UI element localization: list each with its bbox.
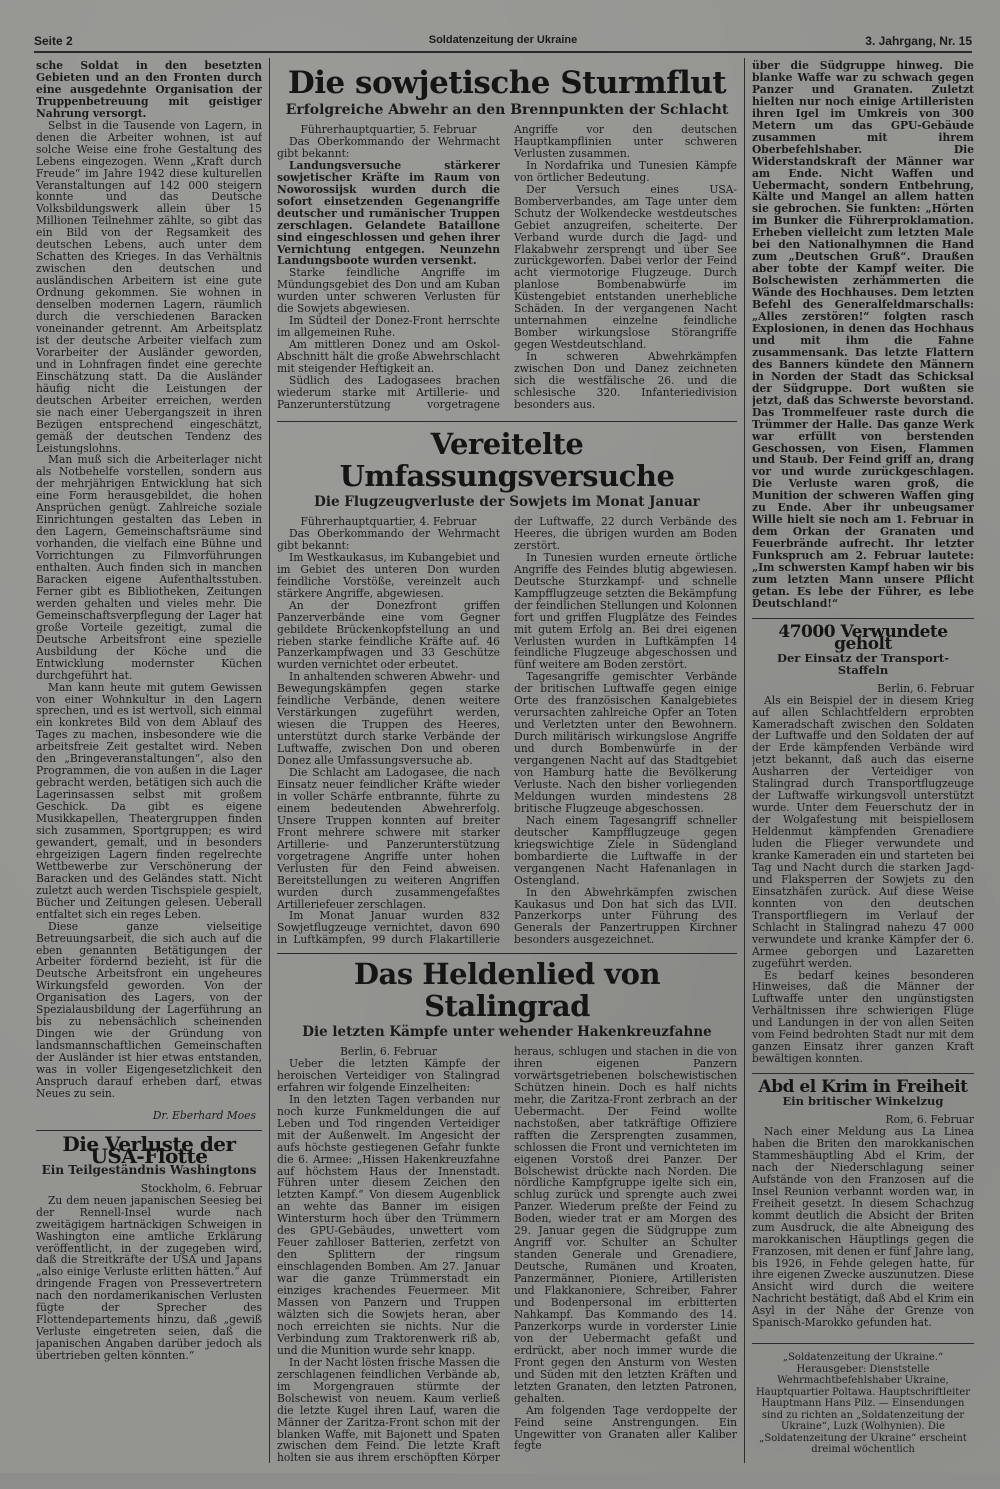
paragraph: Die Schlacht am Ladogasee, die nach Einsatz neuer feindlicher Kräfte wieder in voller Schärfe entbrannte, führte zu einem bedeutenden Abwehrerfolg. Unsere Truppen konnten auf breiter Front mehrere schwere mit starker Artillerie- und Panzerunterstützung vorgetragene Angriffe unter hohen Verlusten für den Feind abweisen. Bereitstellungen zu weiteren Angriffen wurden durch zusammengefaßtes Artilleriefeuer zerschlagen. <box>277 766 500 911</box>
dateline: Führerhauptquartier, 5. Februar <box>300 124 477 136</box>
page-header <box>34 34 972 50</box>
article-separator <box>277 421 737 422</box>
paragraph: Das Oberkommando der Wehrmacht gibt bekannt: <box>277 134 500 160</box>
issue-number: 3. Jahrgang, Nr. 15 <box>865 34 972 48</box>
paragraph: Diese ganze vielseitige Betreuungsarbeit, die sich auch auf die eben genannten Betätigungen der Arbeiter fördernd bezieht, ist für die Deutsche Arbeitsfront ein ungeheures Wirkungsfeld geworden. Von der Organisation des Lagers, von der Spezialausbildung der Lagerführung an bis zu nebensächlich scheinenden Dingen wie der Gründung von landsmannschaftlichen Gemeinschaften der Ausländer ist hier etwas entstanden, was in voller Eigengesetzlichkeit den Anspruch darauf erheben darf, etwas Neues zu sein. <box>36 919 262 1100</box>
subheadline: Die letzten Kämpfe unter wehender Hakenkreuzfahne <box>302 1024 712 1040</box>
subheadline: Ein Teilgeständnis Washingtons <box>41 1162 257 1177</box>
paragraph: Am folgenden Tage verdoppelte der Feind seine Anstrengungen. Ein Ungewitter von Granaten aller Kaliber fegte <box>514 1403 737 1453</box>
article-separator <box>36 1130 262 1131</box>
paragraph: In der Nacht lösten frische Massen die zerschlagenen feindlichen Verbände ab, im Morgengrauen stürmte der Bolschewist von neuem. Kaum verließ die letzte Kugel ihren Lauf, waren die Männer der Zaritza-Front schon mit der blanken Waffe, mit Bajonett und Spaten zwischen dem Feind. Die letzte Kraft holten sie aus ihrem erschöpften Körper heraus, schlugen und stachen in die von ihren eigenen Panzern vorwärtsgetriebenen bolschewistischen Schützen hinein. Doch es half nichts mehr, die Zaritza-Front zerbrach an der Uebermacht. Der Feind wollte nachstoßen, aber tatkräftige Offiziere rafften die Zersprengten zusammen, schlossen die Front und vernichteten im eigenen Vorstoß drei Panzer. Der Bolschewist drückte nach Norden. Die nördliche Kampfgruppe igelte sich ein, schlug zurück und sprengte auch zwei Panzer. Wiederum preßte der Feind zu Boden, wieder trat er am Morgen des 29. Januar gegen die Südgruppe zum Angriff vor. Schulter an Schulter standen Generale und Grenadiere, Deutsche, Rumänen und Kroaten, Panzermänner, Pioniere, Artilleristen und Flakkanoniere, Schreiber, Fahrer und Bodenpersonal im erbitterten Nahkampf. Das Kommando des 14. Panzerkorps wurde in vorderster Linie von der Uebermacht gefaßt und erdrückt, aber noch immer wurde die Front gegen den Ansturm von Westen und Süden mit den letzten Kräften und letzten Granaten, den letzten Patronen, gehalten. <box>277 1046 737 1465</box>
right-column <box>752 60 974 1460</box>
header-rule <box>34 51 972 53</box>
left-column <box>36 60 262 1455</box>
paragraph: Im Westkaukasus, im Kubangebiet und im Gebiet des unteren Don wurden feindliche Vorstöße, vereinzelt auch stärkere Angriffe, abgewiesen. <box>277 550 500 600</box>
headline: Das Heldenlied von Stalingrad <box>353 957 661 1023</box>
paragraph: Man muß sich die Arbeiterlager nicht als Notbehelfe vorstellen, sondern aus der mehrjährigen Entwicklung hat sich eine Form herausgebildet, die hohen Ansprüchen genügt. Zahlreiche soziale Einrichtungen gestalten das Leben in den Lagern, Gemeinschaftsräume sind vorhanden, die vielfach eine Bühne und Vorrichtungen zu Filmvorführungen enthalten. Auch finden sich in manchen Baracken eigene Aufenthaltsstuben. Ferner gibt es Bibliotheken, Zeitungen werden gehalten und vieles mehr. Die Gemeinschaftsverpflegung der Lager hat große Vorteile gezeitigt, zumal die Deutsche Arbeitsfront eine spezielle Ausbildung der Köche und die Entwicklung modernster Küchen durchgeführt hat. <box>36 453 262 682</box>
paragraph: In anhaltenden schweren Abwehr- und Bewegungskämpfen gegen starke feindliche Verbände, denen weitere Verstärkungen zugeführt werden, wiesen die Truppen des Heeres, unterstützt durch starke Verbände der Luftwaffe, zwischen Don und oberen Donez alle Umfassungsversuche ab. <box>277 670 500 768</box>
article-body <box>277 124 737 422</box>
subheadline: Der Einsatz der Transport-Staffeln <box>777 650 949 677</box>
subheadline: Die Flugzeugverluste der Sowjets im Monat Januar <box>314 494 700 510</box>
paragraph: Am mittleren Donez und am Oskol-Abschnitt hält die große Abwehrschlacht mit steigender Heftigkeit an. <box>277 338 500 376</box>
subheadline: Erfolgreiche Abwehr an den Brennpunkten der Schlacht <box>285 102 729 118</box>
paragraph: Im Monat Januar wurden 832 Sowjetflugzeuge vernichtet, davon 690 in Luftkämpfen, 99 durch Flakartillerie der Luftwaffe, 22 durch Verbände des Heeres, die übrigen wurden am Boden zerstört. <box>277 516 737 947</box>
article-usa-fleet <box>36 1131 262 1363</box>
column-divider-right <box>744 58 745 1463</box>
paragraph: Als ein Beispiel der in diesem Krieg auf allen Schlachtfeldern erprobten Kameradschaft zwischen den Soldaten der Luftwaffe und den Soldaten der auf der Erde kämpfenden Verbände wird jetzt bekannt, daß auch das eiserne Ausharren der Verteidiger von Stalingrad durch Transportflugzeuge der Luftwaffe wirkungsvoll unterstützt wurde. Unter dem Feuerschutz der in der Wolgafestung mit beispiellosem Heldenmut kämpfenden Grenadiere luden die Flieger verwundete und kranke Kameraden ein und starteten bei Tag und Nacht durch die starken Jagd- und Flaksperren der Sowjets zu den Einsatzhäfen zurück. Auf diese Weise konnten von den deutschen Transportfliegern im Verlauf der Schlacht in Stalingrad nahezu 47 000 verwundete und kranke Kämpfer der 6. Armee geborgen und Lazaretten zugeführt werden. <box>752 693 974 970</box>
column-divider-left <box>269 58 270 1463</box>
paragraph: Starke feindliche Angriffe im Mündungsgebiet des Don und am Kuban wurden unter schweren Verlusten für die Sowjets abgewiesen. <box>277 266 500 316</box>
paragraph: Zu dem neuen japanischen Seesieg bei der Rennell-Insel wurde nach zweitägigem hartnäckigen Schweigen in Washington eine amtliche Erklärung veröffentlicht, in der zugegeben wird, daß die Streitkräfte der USA und Japans „also einige Verluste erlitten hätten.“ Auf dringende Fragen von Pressevertretern nach den nordamerikanischen Verlusten fügte der Sprecher des Flottendepartements hinzu, daß „gewiß Verluste eingetreten seien, daß die japanischen Angaben darüber jedoch als übertrieben gelten könnten.“ <box>36 1193 262 1363</box>
dateline: Führerhauptquartier, 4. Februar <box>300 516 477 528</box>
paragraph: über die Südgruppe hinweg. Die blanke Waffe war zu schwach gegen Panzer und Granaten. Zuletzt hielten nur noch einige Artilleristen ihren Igel im Umkreis von 300 Metern um das GPU-Gebäude zusammen mit ihrem Oberbefehlshaber. Die Widerstandskraft der Männer war am Ende. Nicht Waffen und Uebermacht, sondern Entbehrung, Kälte und Mangel an allem hatten sie gebrochen. Sie funkten: „Hörten im Bunker die Führerproklamation. Erheben vielleicht zum letzten Male bei den Nationalhymnen die Hand zum „Deutschen Gruß“. Draußen aber tobte der Kampf weiter. Die Bolschewisten zerhämmerten die Wände des Hochhauses. Dem letzten Befehl des Generalfeldmarschalls: „Alles zerstören!“ folgten rasch Explosionen, in denen das Hochhaus und mit ihm die Fahne zusammensank. Das letzte Flattern des Banners kündete den Männern in Norden der Stadt das Schicksal der Südgruppe. Dort wußten sie jetzt, daß das Schwerste bevorstand. Das Trommelfeuer raste durch die Trümmer der Halle. Das ganze Werk war erfüllt von berstenden Geschossen, von Eisen, Flammen und Staub. Der Feind griff an, drang vor und wurde zurückgeschlagen. Die Verluste waren groß, die Munition der schweren Waffen ging zu Ende. Aber ihr unbeugsamer Wille hielt sie noch am 1. Februar in dem Orkan der Granaten und Feuerbrände aufrecht. Ihr letzter Funkspruch am 2. Februar lautete: „Im schwersten Kampf haben wir bis zum letzten Mann unsere Pflicht getan. Es lebe der Führer, es lebe Deutschland!“ <box>752 60 974 610</box>
paragraph: Tagesangriffe gemischter Verbände der britischen Luftwaffe gegen einige Orte des französischen Kanalgebietes verursachten zahlreiche Opfer an Toten und Verletzten unter den Bewohnern. Durch militärisch wirkungslose Angriffe und durch Bombenwürfe in der vergangenen Nacht auf das Stadtgebiet von Hamburg hatte die Bevölkerung Verluste. Nach den bisher vorliegenden Meldungen wurden mindestens 28 britische Flugzeuge abgeschossen. <box>514 670 737 815</box>
paragraph: Nach einem Tagesangriff schneller deutscher Kampfflugzeuge gegen kriegswichtige Ziele in Südengland bombardierte die Luftwaffe in der vergangenen Nacht Hafenanlagen in Ostengland. <box>514 813 737 887</box>
paragraph: Nach einer Meldung aus La Linea haben die Briten den marokkanischen Stammeshäuptling Abd el Krim, der nach der Niederschlagung seiner Aufstände von den Franzosen auf die Insel Reunion verbannt worden war, in Freiheit gesetzt. In diesem Schachzug kommt deutlich die Absicht der Briten zum Ausdruck, die alte Abneigung des marokkanischen Häuptlings gegen die Franzosen, mit denen er fünf Jahre lang, bis 1926, in Fehde gelegen hatte, für ihre eigenen Zwecke auszunutzen. Diese Ansicht wird durch die weitere Nachricht bestätigt, daß Abd el Krim ein Asyl in der Nähe der Grenze von Spanisch-Marokko gefunden hat. <box>752 1125 974 1330</box>
newspaper-title: Soldatenzeitung der Ukraine <box>428 34 578 46</box>
stalingrad-continuation <box>752 60 974 610</box>
article-umfassung <box>277 428 737 965</box>
paragraph: Es bedarf keines besonderen Hinweises, daß die Männer der Luftwaffe unter den ungünstigsten Verhältnissen ihre schwierigen Flüge und Landungen in der von allen Seiten vom Feind bedrohten Stadt nur mit dem ganzen Einsatz ihrer ganzen Kraft bewältigen konnten. <box>752 968 974 1066</box>
paragraph: Das Oberkommando der Wehrmacht gibt bekannt: <box>277 526 500 552</box>
article-separator <box>277 953 737 954</box>
headline: Die sowjetische Sturmflut <box>287 65 727 101</box>
article-separator <box>752 618 974 619</box>
imprint-text: „Soldatenzeitung der Ukraine.“ Herausgeber: Dienststelle Wehrmachtbefehlshaber Ukraine, Hauptquartier Poltawa. Hauptschriftleiter Hauptmann Hans Pilz. — Einsendungen sind zu richten an „Soldatenzeitung der Ukraine“, Luzk (Wolhynien). Die „Soldatenzeitung der Ukraine“ erscheint dreimal wöchentlich <box>755 1352 971 1456</box>
article-separator <box>752 1073 974 1074</box>
paragraph: In den Abwehrkämpfen zwischen Kaukasus und Don hat sich das LVII. Panzerkorps unter Führung des Generals der Panzertruppen Kirchner besonders ausgezeichnet. <box>514 885 737 947</box>
paragraph: In Nordafrika und Tunesien Kämpfe von örtlicher Bedeutung. <box>514 158 737 184</box>
paragraph: Im Südteil der Donez-Front herrschte im allgemeinen Ruhe. <box>277 314 500 340</box>
paragraph: In schweren Abwehrkämpfen zwischen Don und Danez zeichneten sich die westfälische 26. und die schlesische 320. Infanteriedivision besonders aus. <box>514 350 737 411</box>
article-sturmflut <box>277 66 737 422</box>
paragraph: Landungsversuche stärkerer sowjetischer Kräfte im Raum von Noworossijsk wurden durch die sofort einsetzenden Gegenangriffe deutscher und rumänischer Truppen zerschlagen. Gelandete Bataillone sind eingeschlossen und gehen ihrer Vernichtung entgegen. Neunzehn Landungsboote wurden versenkt. <box>277 158 500 268</box>
dateline: Berlin, 6. Februar <box>340 1046 437 1058</box>
article-stalingrad <box>277 958 737 1489</box>
page-number: Seite 2 <box>34 34 73 48</box>
continuation-article <box>36 60 262 1122</box>
article-separator <box>752 1343 974 1344</box>
headline: Vereitelte Umfassungsversuche <box>339 427 675 493</box>
subheadline: Ein britischer Winkelzug <box>782 1094 944 1109</box>
paragraph: An der Donezfront griffen Panzerverbände eine vom Gegner gebildete Brückenkopfstellung an und rieben starke feindliche Kräfte auf. 46 Panzerkampfwagen und 33 Geschütze wurden vernichtet oder erbeutet. <box>277 598 500 672</box>
dateline: Rom, 6. Februar <box>885 1113 974 1127</box>
headline: Abd el Krim in Freiheit <box>758 1077 968 1098</box>
paragraph: Man kann heute mit gutem Gewissen von einer Wohnkultur in den Lagern sprechen, und es ist wertvoll, sich einmal ein konkretes Bild von dem Ablauf des Tages zu machen, insbesondere wie die arbeitsfreie Zeit gestaltet wird. Neben den „Bringeveranstaltungen“, also den Programmen, die von außen in die Lager gebracht werden, betätigen sich auch die Lagerinsassen selbst mit großem Geschick. Da gibt es eigene Musikkapellen, Theatergruppen finden sich zusammen, Sportgruppen; es wird gewandert, gemalt, und in besonders ehrgeizigen Lagern finden regelrechte Wettbewerbe zur Verschönerung der Baracken und des Geländes statt. Nicht zuletzt auch werden Tischspiele gespielt, Bücher und Zeitungen gelesen. Ueberall entfaltet sich ein reges Leben. <box>36 680 262 921</box>
paragraph: Ueber die letzten Kämpfe der heroischen Verteidiger von Stalingrad erfahren wir folgende Einzelheiten: <box>277 1056 500 1094</box>
headline: Die Verluste der USA-Flotte <box>62 1131 236 1168</box>
imprint <box>752 1352 974 1456</box>
article-abd-el-krim <box>752 1077 974 1330</box>
paragraph: In den letzten Tagen verbanden nur noch kurze Funkmeldungen die auf Leben und Tod ringenden Verteidiger mit der Außenwelt. Im Angesicht der aufs höchste gestiegenen Gefahr funkte die 6. Armee: „Hissen Hakenkreuzfahne auf höchstem Haus der Innenstadt. Führen unter diesem Zeichen den letzten Kampf.“ Von diesem Augenblick an wehte das Banner im eisigen Wintersturm hoch über den Trümmern des GPU-Gebäudes, unwettert vom Feuer zahlloser Batterien, zerfetzt von den Splittern der ringsum einschlagenden Bomben. Am 27. Januar war die ganze Trümmerstadt ein einziges krachendes Feuermeer. Mit Massen von Panzern und Truppen wälzten sich die Sowjets heran, aber noch erreichten sie nichts. Nur die Verbindung zum Traktorenwerk riß ab, und die Munition wurde sehr knapp. <box>277 1092 500 1357</box>
paragraph: Selbst in die Tausende von Lagern, in denen die Arbeiter wohnen, ist auf solche Weise eine frohe Gestaltung des Lebens eingezogen. Wenn „Kraft durch Freude“ im Jahre 1942 diese kulturellen Veranstaltungen auf 142 000 steigern konnte und das Deutsche Volksbildungswerk allein über 15 Millionen Teilnehmer zählte, so gibt das ein Bild von der Regsamkeit des deutschen Lebens, auch unter dem Schatten des Krieges. In das Verhältnis zwischen den deutschen und ausländischen Arbeitern ist eine gute Ordnung gekommen. Sie wohnen in denselben modernen Lagern, räumlich durch die verschiedenen Baracken voneinander getrennt. Am Arbeitsplatz ist der deutsche Arbeiter vielfach zum Vorarbeiter der Ausländer geworden, und in Lohnfragen findet eine gerechte Einschätzung statt. Da die Ausländer häufig nicht die Leistungen der deutschen Arbeiter erreichen, werden sie nach einer Uebergangszeit in ihren Bezügen entsprechend eingeschätzt, gemäß der deutschen Tendenz des Leistungslohns. <box>36 118 262 455</box>
paragraph: Südlich des Ladogasees brachen wiederum starke mit Artillerie- und Panzerunterstützung vorgetragene Angriffe vor den deutschen Hauptkampflinien unter schweren Verlusten zusammen. <box>277 124 737 411</box>
article-wounded <box>752 621 974 1066</box>
headline: 47000 Verwundete geholt <box>778 621 948 654</box>
dateline: Stockholm, 6. Februar <box>140 1181 262 1195</box>
author-signature: Dr. Eberhard Moes <box>152 1108 256 1122</box>
dateline: Berlin, 6. Februar <box>877 681 974 695</box>
article-body <box>277 516 737 965</box>
paragraph: In Tunesien wurden erneute örtliche Angriffe des Feindes blutig abgewiesen. Deutsche Sturzkampf- und schnelle Kampfflugzeuge setzten die Bekämpfung der feindlichen Stellungen und Kolonnen fort und griffen Flugplätze des Feindes mit gutem Erfolg an. Bei drei eigenen Verlusten wurden in Luftkämpfen 14 feindliche Flugzeuge abgeschossen und fünf weitere am Boden zerstört. <box>514 550 737 672</box>
paragraph: Der Versuch eines USA-Bomberverbandes, am Tage unter dem Schutz der Wolkendecke westdeutsches Gebiet anzugreifen, scheiterte. Der Verband wurde durch die Jagd- und Flakabwehr zersprengt und über See zurückgeworfen. Dabei verlor der Feind acht viermotorige Flugzeuge. Durch planlose Bombenabwürfe im Küstengebiet entstanden unerhebliche Schäden. In der vergangenen Nacht unternahmen einzelne feindliche Bomber wirkungslose Störangriffe gegen Westdeutschland. <box>514 182 737 352</box>
article-body <box>277 1046 737 1489</box>
paragraph: sche Soldat in den besetzten Gebieten und an den Fronten durch eine ausgedehnte Organisation der Truppenbetreuung mit geistiger Nahrung versorgt. <box>36 60 262 120</box>
